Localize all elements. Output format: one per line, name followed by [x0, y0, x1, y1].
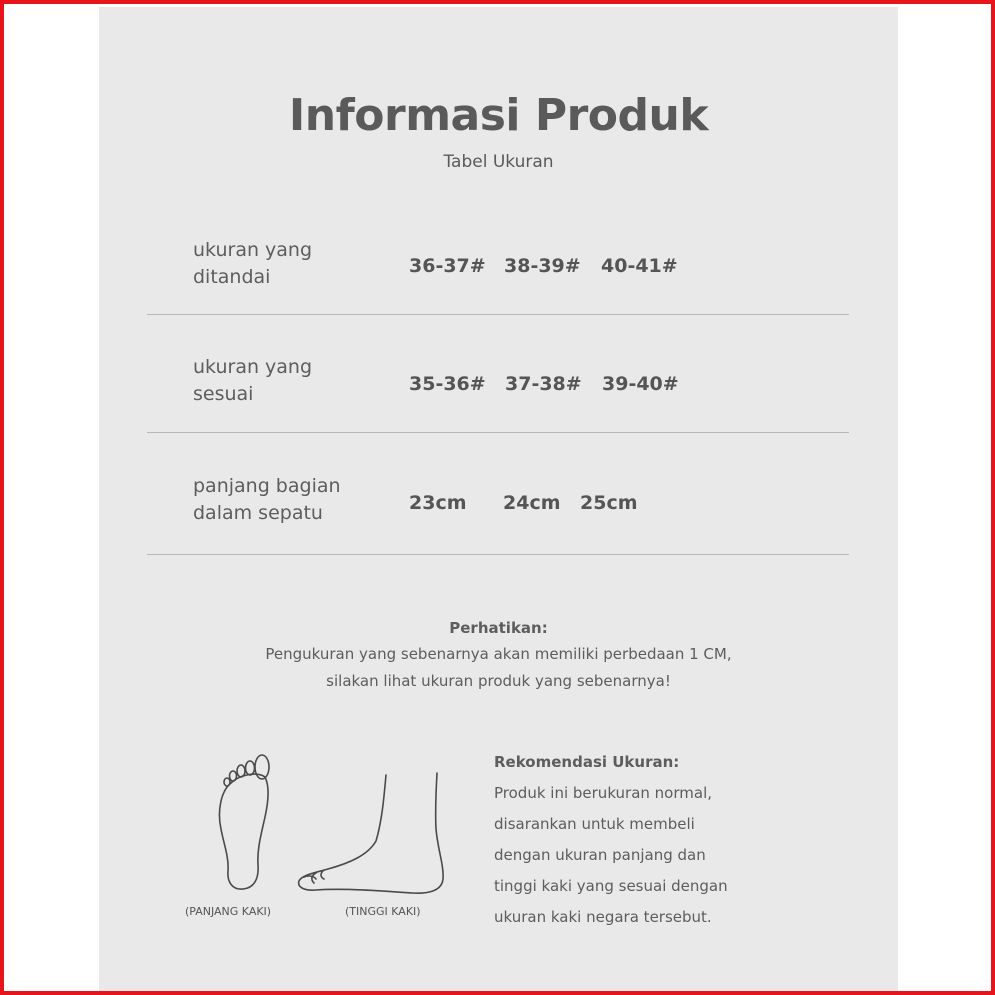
foot-sole-icon: [209, 749, 279, 895]
recommendation-line: disarankan untuk membeli: [494, 815, 695, 833]
size-value: 36-37#: [409, 255, 486, 277]
size-value: 25cm: [580, 492, 638, 514]
page-title: Informasi Produk: [288, 90, 709, 141]
row-label-line: ukuran yang: [193, 356, 313, 378]
size-value: 39-40#: [602, 373, 679, 395]
size-value: 23cm: [409, 492, 467, 514]
row-label-marked-size: [193, 237, 312, 291]
recommendation-line: tinggi kaki yang sesuai dengan: [494, 877, 728, 895]
size-value: 35-36#: [409, 373, 486, 395]
row-label-line: ukuran yang: [193, 239, 313, 261]
side-caption: (TINGGI KAKI): [345, 905, 421, 918]
recommendation-heading: Rekomendasi Ukuran:: [494, 753, 680, 771]
notice-line: Pengukuran yang sebenarnya akan memiliki perbedaan 1 CM,: [265, 645, 732, 663]
notice-heading: Perhatikan:: [449, 619, 548, 637]
row-label-line: panjang bagian: [193, 475, 341, 497]
recommendation-line: ukuran kaki negara tersebut.: [494, 908, 712, 926]
row-label-line: ditandai: [193, 266, 271, 288]
table-divider: [147, 432, 849, 433]
recommendation-line: dengan ukuran panjang dan: [494, 846, 706, 864]
size-value: 40-41#: [601, 255, 678, 277]
table-divider: [147, 554, 849, 555]
size-value: 37-38#: [505, 373, 582, 395]
recommendation-line: Produk ini berukuran normal,: [494, 784, 713, 802]
row-label-line: dalam sepatu: [193, 502, 323, 524]
foot-side-icon: [294, 769, 444, 897]
sole-caption: (PANJANG KAKI): [185, 905, 272, 918]
row-label-line: sesuai: [193, 383, 254, 405]
table-divider: [147, 314, 849, 315]
size-value: 38-39#: [504, 255, 581, 277]
row-label-inner-length: [193, 473, 341, 527]
product-info-panel: [99, 7, 898, 991]
row-label-fit-size: [193, 354, 312, 408]
notice-line: silakan lihat ukuran produk yang sebenarnya!: [326, 672, 671, 690]
size-value: 24cm: [503, 492, 561, 514]
page-subtitle: Tabel Ukuran: [443, 152, 554, 172]
